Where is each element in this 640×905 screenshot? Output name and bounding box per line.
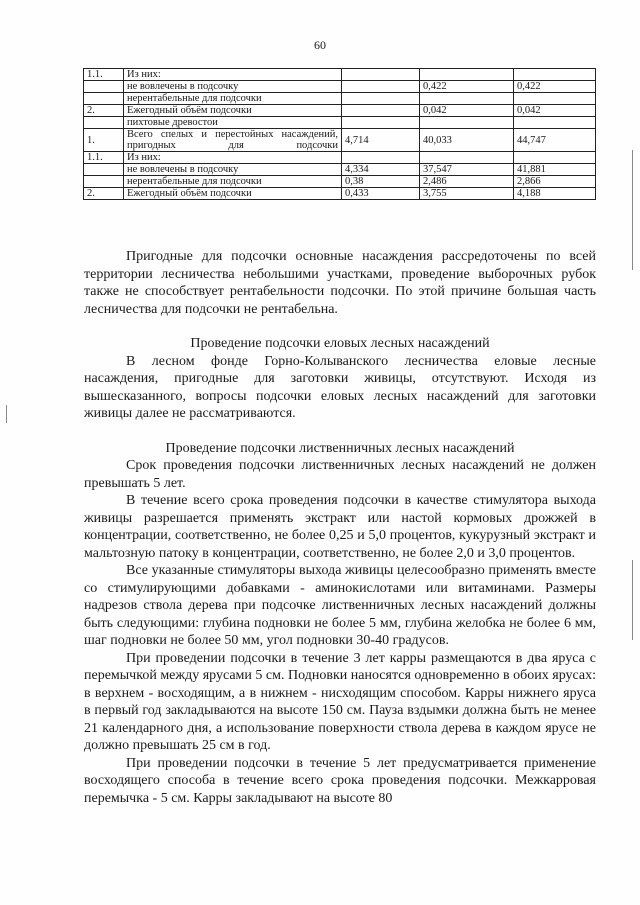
value-cell: 0,433 bbox=[342, 188, 420, 200]
row-number bbox=[84, 81, 124, 93]
value-cell bbox=[514, 152, 596, 164]
value-cell: 40,033 bbox=[420, 129, 514, 152]
row-label: Ежегодный объём подсочки bbox=[124, 188, 342, 200]
table-row bbox=[84, 93, 596, 105]
paragraph-spruce: В лесном фонде Горно-Колыванского лесничества еловые лесные насаждения, пригодные для заготовки живицы, отсутствуют. Исходя из вышесказанного, вопросы подсочки еловых лесных насаждений для заготовки живицы далее не рассматриваются. bbox=[84, 353, 596, 421]
value-cell: 44,747 bbox=[514, 129, 596, 152]
table-row bbox=[84, 117, 596, 129]
value-cell: 0,422 bbox=[514, 81, 596, 93]
row-label: пихтовые древостои bbox=[124, 117, 342, 129]
paragraph-five-years: При проведении подсочки в течение 5 лет предусматривается применение восходящего способа в течение всего срока проведения подсочки. Межкарровая перемычка - 5 см. Карры закладывают на высоте 80 bbox=[84, 755, 596, 806]
paragraph-distribution: Пригодные для подсочки основные насаждения рассредоточены по всей территории лесничества небольшими участками, проведение выборочных рубок также не способствует рентабельности подсочки. По этой причине большая часть лесничества для подсочки не рентабельна. bbox=[84, 249, 596, 317]
value-cell: 2,486 bbox=[420, 176, 514, 188]
heading-larch: Проведение подсочки лиственничных лесных насаждений bbox=[165, 440, 515, 456]
value-cell bbox=[420, 152, 514, 164]
scan-mark bbox=[6, 405, 7, 423]
value-cell bbox=[514, 69, 596, 81]
scan-mark bbox=[632, 150, 633, 270]
table-row bbox=[84, 129, 596, 152]
row-label: нерентабельные для подсочки bbox=[124, 93, 342, 105]
value-cell: 2,866 bbox=[514, 176, 596, 188]
value-cell bbox=[342, 69, 420, 81]
table-row bbox=[84, 188, 596, 200]
value-cell: 4,714 bbox=[342, 129, 420, 152]
value-cell: 3,755 bbox=[420, 188, 514, 200]
paragraph-cut-sizes: Все указанные стимуляторы выхода живицы целесообразно применять вместе со стимулирующими добавками - аминокислотами или витаминами. Размеры надрезов ствола дерева при подсочке лиственничных лесных насаждений должны быть следующими: глубина подновки не более 5 мм, глубина желобка не более 6 мм, шаг подновки не более 50 мм, угол подновки 30-40 градусов. bbox=[84, 563, 596, 648]
table-row bbox=[84, 105, 596, 117]
row-number bbox=[84, 164, 124, 176]
value-cell: 0,422 bbox=[420, 81, 514, 93]
heading-spruce: Проведение подсочки еловых лесных насаждений bbox=[190, 336, 490, 351]
value-cell bbox=[342, 117, 420, 129]
table-row bbox=[84, 176, 596, 188]
value-cell: 0,38 bbox=[342, 176, 420, 188]
row-label: Из них: bbox=[124, 152, 342, 164]
row-label: Ежегодный объём подсочки bbox=[124, 105, 342, 117]
row-number: 1.1. bbox=[84, 69, 124, 81]
value-cell bbox=[514, 117, 596, 129]
row-number bbox=[84, 93, 124, 105]
row-label: Всего спелых и перестойных насаждений, пригодных для подсочки bbox=[124, 129, 342, 152]
table-row bbox=[84, 152, 596, 164]
scan-mark bbox=[632, 560, 633, 640]
value-cell bbox=[342, 93, 420, 105]
value-cell bbox=[342, 105, 420, 117]
row-label: не вовлечены в подсочку bbox=[124, 164, 342, 176]
row-number bbox=[84, 117, 124, 129]
value-cell: 4,334 bbox=[342, 164, 420, 176]
row-number: 1.1. bbox=[84, 152, 124, 164]
paragraph-term: Срок проведения подсочки лиственничных лесных насаждений не должен превышать 5 лет. bbox=[84, 458, 596, 491]
value-cell: 4,188 bbox=[514, 188, 596, 200]
table-row bbox=[84, 69, 596, 81]
value-cell bbox=[342, 81, 420, 93]
value-cell: 0,042 bbox=[420, 105, 514, 117]
row-label: Из них: bbox=[124, 69, 342, 81]
value-cell bbox=[514, 93, 596, 105]
value-cell: 0,042 bbox=[514, 105, 596, 117]
value-cell bbox=[420, 69, 514, 81]
paragraph-three-years: При проведении подсочки в течение 3 лет карры размещаются в два яруса с перемычкой между ярусами 5 см. Подновки наносятся одновременно в обоих ярусах: в верхнем - восходящим, а в нижнем - нисходящим способом. Карры нижнего яруса в первый год закладываются на высоте 150 см. Пауза вздымки должна быть не менее 21 календарного дня, а использование поверхности ствола дерева в каждом ярусе не должно превышать 25 см в год. bbox=[84, 650, 596, 753]
table-row bbox=[84, 164, 596, 176]
row-number: 1. bbox=[84, 129, 124, 152]
page-number: 60 bbox=[314, 38, 326, 52]
value-cell: 37,547 bbox=[420, 164, 514, 176]
value-cell: 41,881 bbox=[514, 164, 596, 176]
row-number bbox=[84, 176, 124, 188]
row-label: не вовлечены в подсочку bbox=[124, 81, 342, 93]
value-cell bbox=[420, 117, 514, 129]
table-row bbox=[84, 81, 596, 93]
value-cell bbox=[342, 152, 420, 164]
resin-tapping-table bbox=[83, 68, 596, 200]
row-number: 2. bbox=[84, 105, 124, 117]
row-number: 2. bbox=[84, 188, 124, 200]
row-label: нерентабельные для подсочки bbox=[124, 176, 342, 188]
body-text bbox=[84, 248, 596, 807]
value-cell bbox=[420, 93, 514, 105]
paragraph-stimulators: В течение всего срока проведения подсочки в качестве стимулятора выхода живицы разрешается применять экстракт или настой кормовых дрожжей в концентрации, соответственно, не более 0,25 и 5,0 процентов, кукурузный экстракт и мальтозную патоку в концентрации, соответственно, не более 2,0 и 3,0 процентов. bbox=[84, 493, 596, 561]
